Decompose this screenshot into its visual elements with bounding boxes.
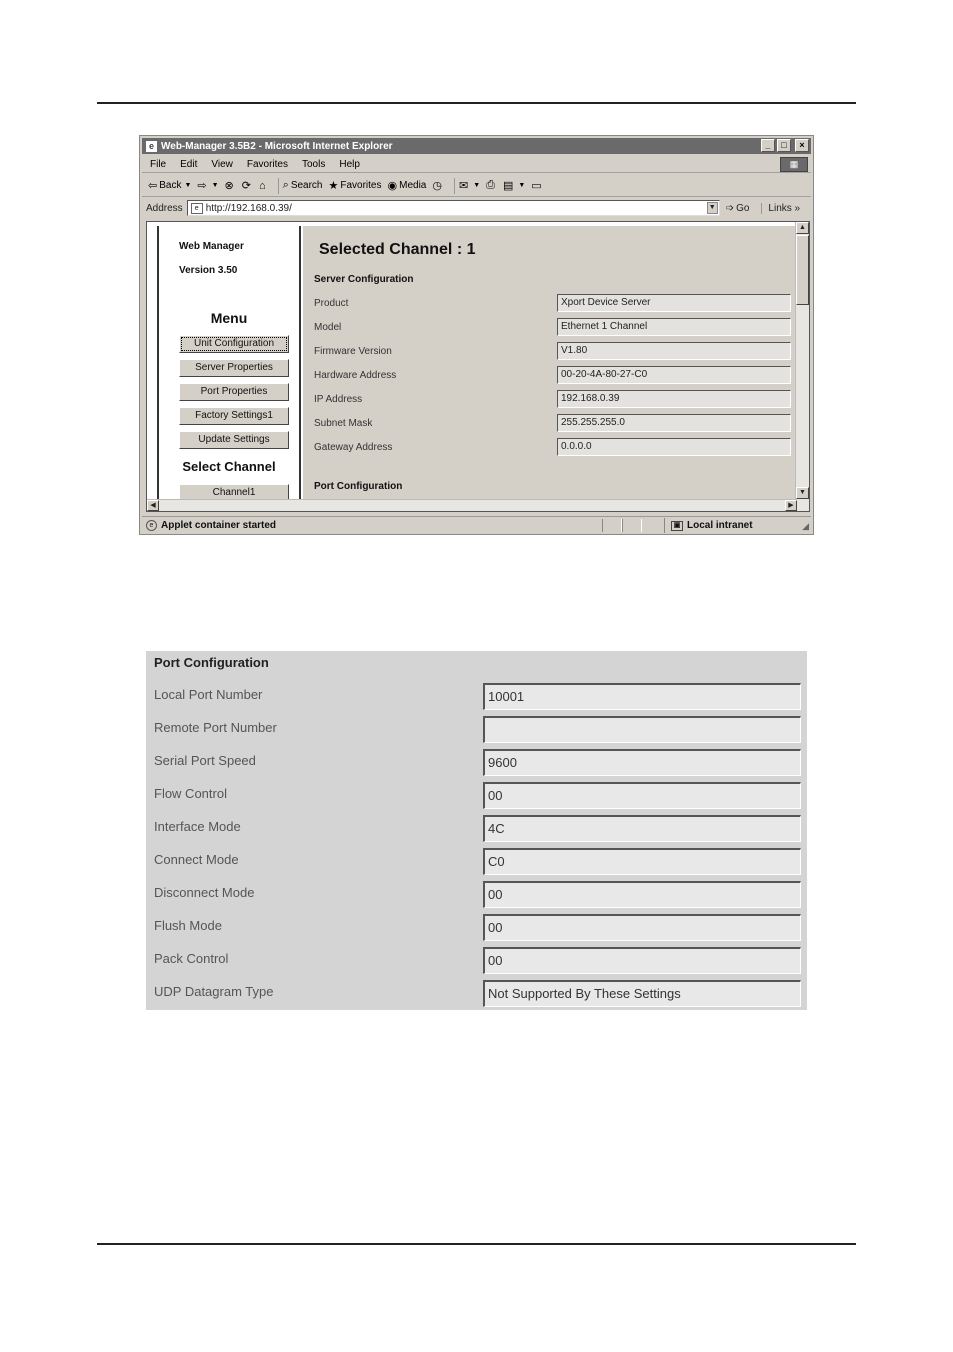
intranet-icon: ▣	[671, 521, 683, 531]
model-field[interactable]: Ethernet 1 Channel	[557, 318, 791, 336]
window-title: Web-Manager 3.5B2 - Microsoft Internet Explorer	[161, 140, 393, 152]
flow-control-field[interactable]: 00	[483, 782, 801, 809]
field-label: Subnet Mask	[314, 418, 373, 429]
field-label: Model	[314, 322, 342, 333]
go-button[interactable]	[726, 203, 750, 214]
scroll-up-icon[interactable]: ▲	[796, 222, 809, 234]
hardware-address-field[interactable]: 00-20-4A-80-27-C0	[557, 366, 791, 384]
product-name: Web Manager	[179, 241, 244, 252]
toolbar	[142, 175, 811, 197]
page-title: Selected Channel : 1	[319, 241, 476, 258]
vertical-scrollbar[interactable]	[795, 222, 809, 511]
field-label: Flow Control	[154, 786, 227, 801]
title-bar	[142, 138, 811, 154]
address-bar	[142, 199, 811, 217]
refresh-button[interactable]	[242, 179, 253, 192]
field-label: Serial Port Speed	[154, 753, 256, 768]
menu-heading: Menu	[210, 310, 248, 326]
scroll-thumb[interactable]	[796, 235, 809, 305]
update-settings-button[interactable]: Update Settings	[179, 431, 289, 449]
go-arrow-icon: ➩	[725, 202, 735, 214]
field-label: Gateway Address	[314, 442, 393, 453]
menu-help[interactable]: Help	[339, 158, 360, 170]
search-label: Search	[290, 180, 323, 191]
menu-favorites[interactable]: Favorites	[246, 158, 288, 170]
status-bar	[142, 516, 811, 533]
content-pane	[303, 226, 795, 511]
zone-label: Local intranet	[687, 520, 753, 531]
field-label: Pack Control	[154, 951, 229, 966]
address-input[interactable]	[187, 200, 720, 216]
maximize-button[interactable]: □	[777, 139, 791, 152]
scroll-right-icon[interactable]: ▶	[785, 500, 797, 511]
stop-icon: ⊗	[224, 180, 234, 192]
select-channel-heading: Select Channel	[182, 459, 276, 474]
panel-title: Port Configuration	[154, 655, 269, 670]
home-icon: ⌂	[258, 179, 266, 192]
interface-mode-field[interactable]: 4C	[483, 815, 801, 842]
minimize-button[interactable]: _	[761, 139, 775, 152]
page-icon: e	[191, 203, 203, 214]
edit-icon: ▤	[502, 180, 514, 192]
unit-configuration-button[interactable]: Unit Configuration	[179, 335, 289, 353]
sidebar	[157, 226, 301, 511]
history-icon: ◷	[432, 180, 442, 192]
gateway-address-field[interactable]: 0.0.0.0	[557, 438, 791, 456]
port-properties-button[interactable]: Port Properties	[179, 383, 289, 401]
edit-button[interactable]	[503, 179, 525, 192]
field-label: Interface Mode	[154, 819, 241, 834]
print-icon: ⎙	[486, 179, 495, 191]
channel1-button[interactable]: Channel1	[179, 484, 289, 502]
page-bottom-rule	[97, 1243, 856, 1245]
field-label: Remote Port Number	[154, 720, 277, 735]
field-label: Firmware Version	[314, 346, 392, 357]
product-field[interactable]: Xport Device Server	[557, 294, 791, 312]
connect-mode-field[interactable]: C0	[483, 848, 801, 875]
flush-mode-field[interactable]: 00	[483, 914, 801, 941]
forward-button[interactable]	[197, 179, 218, 192]
port-config-heading: Port Configuration	[314, 481, 403, 492]
address-url: http://192.168.0.39/	[205, 202, 292, 214]
factory-settings-button[interactable]: Factory Settings1	[179, 407, 289, 425]
field-label: Hardware Address	[314, 370, 397, 381]
ie-icon: e	[146, 141, 157, 152]
toolbar-separator	[278, 178, 279, 194]
search-button[interactable]	[283, 179, 323, 192]
server-properties-button[interactable]: Server Properties	[179, 359, 289, 377]
stop-button[interactable]	[225, 179, 236, 192]
page-viewport	[146, 221, 810, 512]
firmware-version-field[interactable]: V1.80	[557, 342, 791, 360]
pack-control-field[interactable]: 00	[483, 947, 801, 974]
discuss-button[interactable]	[531, 179, 543, 192]
mail-icon: ✉	[458, 180, 469, 192]
history-button[interactable]	[432, 179, 444, 192]
status-pane	[602, 519, 622, 532]
field-label: Flush Mode	[154, 918, 222, 933]
scroll-down-icon[interactable]: ▼	[796, 487, 809, 499]
media-button[interactable]	[388, 179, 427, 192]
discuss-icon: ▭	[531, 180, 542, 192]
close-button[interactable]: ×	[795, 139, 809, 152]
status-panes	[602, 519, 642, 532]
back-button[interactable]	[148, 179, 191, 192]
field-label: IP Address	[314, 394, 363, 405]
browser-window	[139, 135, 814, 535]
links-button[interactable]: Links »	[761, 203, 800, 214]
search-icon: ⌕	[282, 179, 289, 191]
refresh-icon: ⟳	[241, 180, 251, 192]
chevron-down-icon: ▼	[184, 182, 192, 189]
server-config-heading: Server Configuration	[314, 274, 414, 285]
media-icon: ◉	[387, 180, 398, 192]
resize-grip-icon[interactable]: ◢	[802, 521, 809, 531]
toolbar-separator	[454, 178, 455, 194]
security-zone	[664, 518, 753, 533]
favorites-icon: ★	[328, 180, 339, 192]
field-label: Connect Mode	[154, 852, 239, 867]
mail-button[interactable]	[459, 179, 480, 192]
chevron-down-icon: ▼	[473, 182, 481, 189]
back-arrow-icon: ⇦	[148, 180, 158, 192]
menu-tools[interactable]: Tools	[301, 158, 326, 170]
page-top-rule	[97, 102, 856, 104]
menu-file[interactable]: File	[150, 158, 167, 170]
address-label: Address	[146, 202, 183, 214]
go-label: Go	[736, 202, 750, 214]
menu-edit[interactable]: Edit	[180, 158, 198, 170]
field-label: UDP Datagram Type	[154, 984, 274, 999]
field-label: Disconnect Mode	[154, 885, 255, 900]
status-pane	[622, 519, 642, 532]
print-button[interactable]	[486, 179, 497, 192]
serial-port-speed-field[interactable]: 9600	[483, 749, 801, 776]
udp-datagram-type-field[interactable]: Not Supported By These Settings	[483, 980, 801, 1007]
favorites-button[interactable]	[329, 179, 382, 192]
chevron-down-icon: ▼	[211, 182, 219, 189]
disconnect-mode-field[interactable]: 00	[483, 881, 801, 908]
port-configuration-panel	[146, 651, 807, 1010]
back-label: Back	[159, 180, 182, 191]
field-label: Local Port Number	[154, 687, 263, 702]
chevron-down-icon: ▼	[518, 182, 526, 189]
scroll-left-icon[interactable]: ◀	[147, 500, 159, 511]
menu-view[interactable]: View	[211, 158, 233, 170]
links-label: Links	[768, 202, 792, 214]
home-button[interactable]	[259, 180, 268, 192]
favorites-label: Favorites	[340, 180, 382, 191]
address-dropdown-icon[interactable]: ▼	[707, 202, 718, 214]
ip-address-field[interactable]: 192.168.0.39	[557, 390, 791, 408]
field-label: Product	[314, 298, 349, 309]
media-label: Media	[399, 180, 427, 191]
forward-arrow-icon: ⇨	[197, 180, 207, 192]
local-port-number-field[interactable]: 10001	[483, 683, 801, 710]
product-version: Version 3.50	[179, 265, 238, 276]
subnet-mask-field[interactable]: 255.255.255.0	[557, 414, 791, 432]
remote-port-number-field[interactable]	[483, 716, 801, 743]
status-page-icon: e	[146, 520, 157, 531]
menu-bar	[142, 156, 811, 173]
windows-logo-icon: ▦	[780, 157, 808, 172]
status-text: Applet container started	[161, 519, 277, 531]
horizontal-scrollbar[interactable]	[147, 499, 797, 511]
